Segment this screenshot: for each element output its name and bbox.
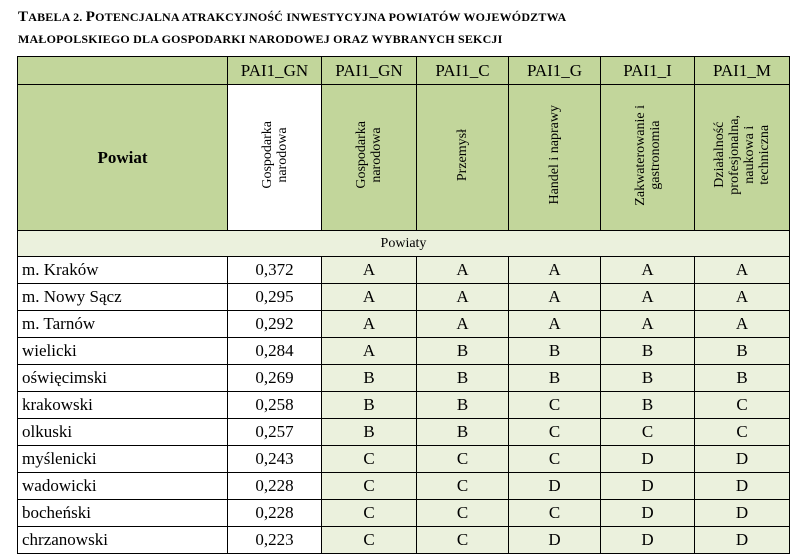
class-value: D [695,527,790,554]
header-code: PAI1_I [601,57,695,85]
class-value: A [322,338,417,365]
header-sector: Handel i naprawy [547,105,562,205]
header-sector-cell [601,85,695,231]
class-value: A [417,257,509,284]
class-value: B [417,419,509,446]
class-value: C [417,500,509,527]
header-codes-row [18,57,790,85]
class-value: B [601,365,695,392]
class-value: C [509,500,601,527]
header-sector-cell [228,85,322,231]
table-row [18,365,790,392]
gn-value: 0,223 [228,527,322,554]
header-code: PAI1_GN [322,57,417,85]
class-value: B [322,419,417,446]
gn-value: 0,269 [228,365,322,392]
class-value: A [601,311,695,338]
header-sector: Gospodarka narodowa [354,121,384,189]
class-value: C [417,446,509,473]
class-value: C [509,446,601,473]
class-value: C [322,527,417,554]
table-row [18,500,790,527]
powiat-name: bocheński [18,500,228,527]
caption-line-1: TABELA 2. POTENCJALNA ATRAKCYJNOŚĆ INWESTYCYJNA POWIATÓW WOJEWÓDZTWA [18,9,567,25]
header-code: PAI1_G [509,57,601,85]
powiat-name: myślenicki [18,446,228,473]
class-value: A [509,311,601,338]
class-value: C [417,473,509,500]
class-value: B [417,338,509,365]
class-value: D [509,527,601,554]
class-value: B [417,365,509,392]
class-value: A [417,284,509,311]
class-value: A [322,284,417,311]
header-corner-cell [18,57,228,85]
section-label: Powiaty [18,231,790,257]
class-value: B [695,338,790,365]
section-row [18,231,790,257]
class-value: C [695,419,790,446]
header-sector-cell [322,85,417,231]
header-sector-cell [417,85,509,231]
header-sector: Działalność profesjonalna, naukowa i techniczna [712,115,772,195]
table-row [18,527,790,554]
class-value: D [601,527,695,554]
class-value: C [322,473,417,500]
powiat-name: krakowski [18,392,228,419]
class-value: B [509,365,601,392]
gn-value: 0,228 [228,500,322,527]
powiat-name: olkuski [18,419,228,446]
class-value: A [509,284,601,311]
table-row [18,284,790,311]
gn-value: 0,228 [228,473,322,500]
powiat-name: chrzanowski [18,527,228,554]
caption-line-2: MAŁOPOLSKIEGO DLA GOSPODARKI NARODOWEJ ORAZ WYBRANYCH SEKCJI [18,32,503,46]
powiat-name: oświęcimski [18,365,228,392]
header-code: PAI1_C [417,57,509,85]
header-sector-cell [509,85,601,231]
table-row [18,257,790,284]
table-row [18,392,790,419]
class-value: B [695,365,790,392]
class-value: C [601,419,695,446]
class-value: A [322,311,417,338]
class-value: D [695,473,790,500]
class-value: C [509,392,601,419]
investment-attractiveness-table [17,56,790,554]
class-value: D [601,446,695,473]
gn-value: 0,295 [228,284,322,311]
header-sectors-row [18,85,790,231]
class-value: C [322,500,417,527]
class-value: D [601,473,695,500]
class-value: B [601,392,695,419]
table-row [18,473,790,500]
header-sector: Zakwaterowanie i gastronomia [632,104,663,206]
class-value: C [509,419,601,446]
table-row [18,311,790,338]
class-value: D [509,473,601,500]
header-sector: Gospodarka narodowa [259,121,290,189]
class-value: A [509,257,601,284]
class-value: A [322,257,417,284]
gn-value: 0,243 [228,446,322,473]
class-value: B [322,392,417,419]
class-value: C [322,446,417,473]
table-row [18,338,790,365]
powiat-name: m. Kraków [18,257,228,284]
header-code: PAI1_M [695,57,790,85]
class-value: B [509,338,601,365]
gn-value: 0,257 [228,419,322,446]
class-value: A [601,257,695,284]
class-value: B [322,365,417,392]
class-value: A [695,257,790,284]
class-value: A [417,311,509,338]
table-caption [18,6,788,50]
class-value: B [417,392,509,419]
gn-value: 0,372 [228,257,322,284]
class-value: A [695,284,790,311]
powiat-name: wielicki [18,338,228,365]
powiat-name: wadowicki [18,473,228,500]
gn-value: 0,284 [228,338,322,365]
class-value: C [417,527,509,554]
header-code: PAI1_GN [228,57,322,85]
gn-value: 0,258 [228,392,322,419]
class-value: D [695,446,790,473]
table-row [18,419,790,446]
powiat-name: m. Nowy Sącz [18,284,228,311]
class-value: D [695,500,790,527]
class-value: D [601,500,695,527]
class-value: A [601,284,695,311]
gn-value: 0,292 [228,311,322,338]
class-value: C [695,392,790,419]
header-sector-cell [695,85,790,231]
table-row [18,446,790,473]
header-powiat: Powiat [18,85,228,231]
powiat-name: m. Tarnów [18,311,228,338]
class-value: A [695,311,790,338]
class-value: B [601,338,695,365]
header-sector: Przemysł [455,128,470,182]
